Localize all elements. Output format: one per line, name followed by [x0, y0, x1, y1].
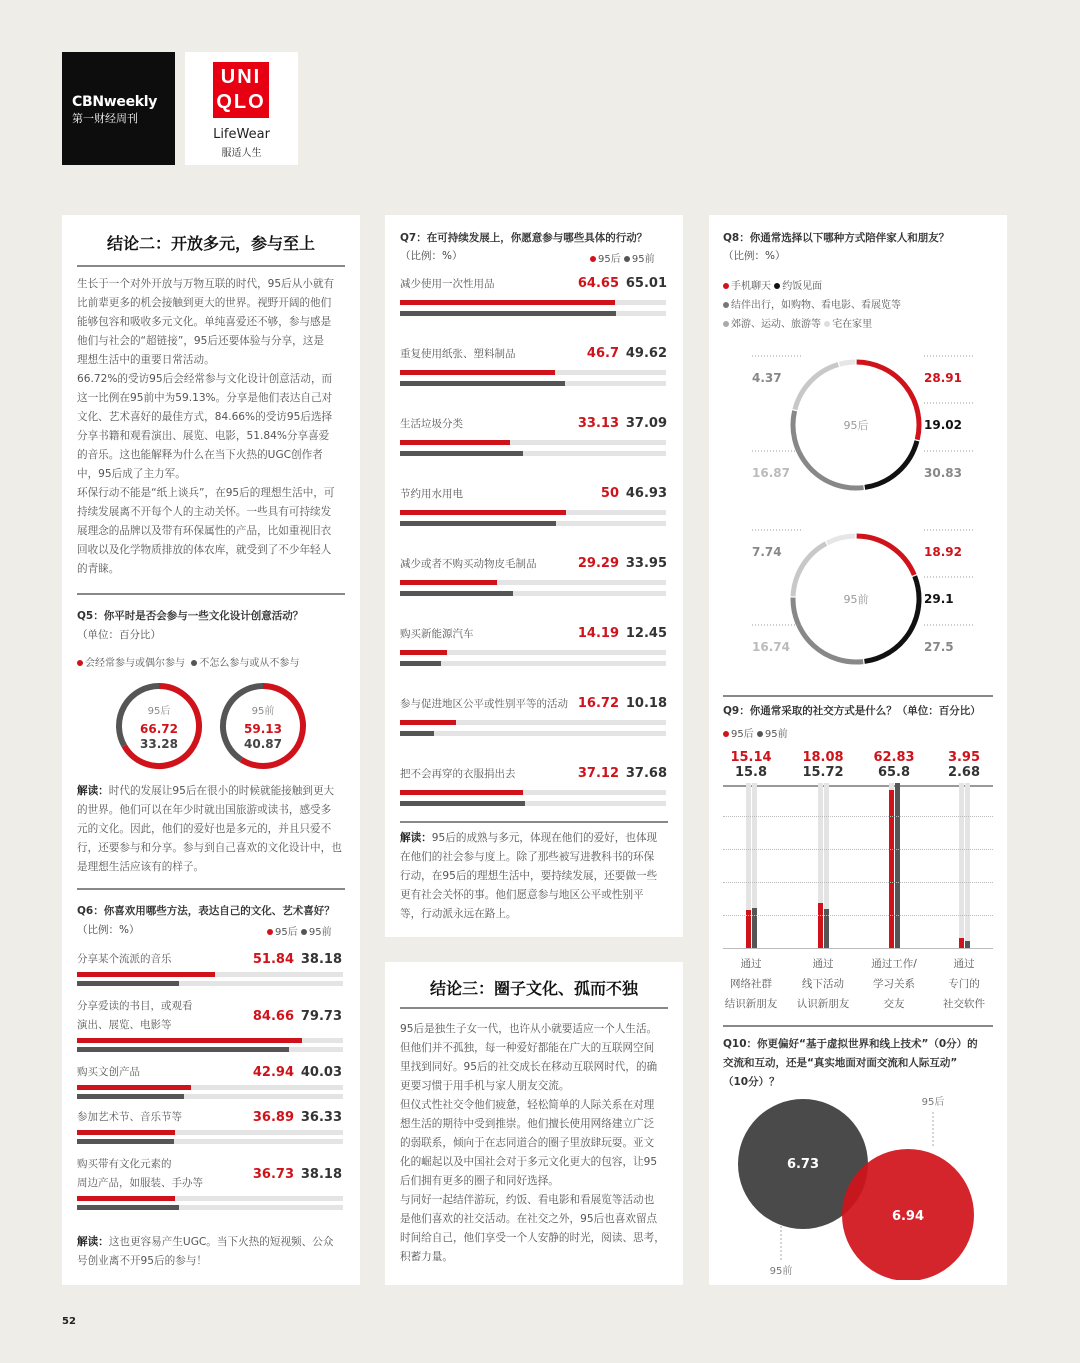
q10-label-before: 95前 [769, 1266, 793, 1277]
q6-bar-before [77, 981, 179, 986]
q6-bar-before [77, 1205, 179, 1210]
uniqlo-lifewear: LifeWear [213, 127, 270, 142]
q7-bar-after [400, 300, 615, 305]
q9-bar-after [818, 903, 823, 948]
q8-donut-value: 30.83 [924, 466, 962, 480]
q8-donut-value: 28.91 [924, 371, 962, 385]
q5-legend-1: 会经常参与或偶尔参与 [85, 658, 185, 669]
section2-body-line: 他们与社会的“超链接”，95后还要体验与分享，这是 [77, 335, 324, 347]
q6-value-before: 79.73 [300, 1008, 342, 1024]
q6-legend-before: 95前 [308, 927, 332, 938]
q6-note [77, 1233, 349, 1271]
section2-body-line: 的音乐。这也能解释为什么在当下火热的UGC创作者 [77, 449, 323, 461]
q7-unit: （比例：%） [400, 250, 463, 262]
q9-col-label: 专门的 [948, 978, 980, 990]
q7-bar-track [400, 731, 666, 736]
q7-bar-before [400, 661, 441, 666]
q5-title: Q5：你平时是否会参与一些文化设计创意活动？ [77, 610, 304, 622]
uniqlo-slogan: 服适人生 [221, 148, 262, 159]
q6-legend-after: 95后 [275, 927, 298, 938]
q9-legend-before: 95前 [764, 729, 788, 740]
q6-note-line: 号创业离不开95后的参与！ [77, 1255, 208, 1267]
section2-title: 结论二：开放多元，参与至上 [106, 234, 315, 253]
q6-value-before: 38.18 [300, 1166, 342, 1182]
section2-body-line: 中，95后成了主力军。 [77, 468, 186, 480]
q9-col-label: 通过 [740, 958, 762, 970]
q7-note-line: 更有社会关怀的事。他们愿意参与地区公平或性别平 [400, 889, 644, 901]
q8-legend-2: 约饭见面 [782, 281, 823, 292]
q7-value-after: 46.7 [586, 346, 619, 361]
section3-body-line: 但他们并不孤独，每一种爱好都能在广大的互联网空间 [400, 1042, 655, 1054]
q7-bar-before [400, 731, 434, 736]
q6-bar-after [77, 1196, 175, 1201]
q10-title-line: 交流和互动，还是“真实地面对面交流和人际互动” [723, 1057, 958, 1069]
q9-col-label: 结识新朋友 [724, 998, 778, 1010]
q7-item-label: 把不会再穿的衣服捐出去 [400, 768, 516, 780]
q6-bar-after [77, 1130, 175, 1135]
q9-bar-track [965, 783, 970, 948]
section3-body-line: 的弱联系，倾向于在志同道合的圈子里放肆玩耍。亚文 [400, 1137, 655, 1149]
section2-body-line: 文化、艺术喜好的最佳方式，84.66%的受访95后选择 [77, 411, 333, 423]
q7-bar-before [400, 801, 525, 806]
card-conclusion-2 [62, 215, 360, 1285]
q7-note [400, 829, 672, 924]
q9-gridline [723, 816, 993, 817]
q7-value-after: 37.12 [577, 766, 619, 781]
q9-col-label: 线下活动 [802, 978, 844, 990]
section3-body-line: 时间给自己，他们享受一个人安静的时光，阅读、思考， [400, 1232, 665, 1244]
q9-gridline [723, 915, 993, 916]
section2-body-line: 展理念的品牌以及带有环保属性的产品，比如重视旧衣 [77, 525, 332, 537]
q6-note-line: 解读：这也更容易产生UGC。当下火热的短视频、公众 [77, 1236, 334, 1248]
section2-body-line: 这一比例在95前中为59.13%。分享是他们表达自己对 [77, 392, 333, 404]
q7-bar-before [400, 381, 565, 386]
q7-bar-after [400, 720, 456, 725]
q7-value-before: 12.45 [625, 626, 667, 641]
section3-body-line: 是他们喜欢的社交活动。在社交之外，95后也喜欢留点 [400, 1213, 658, 1225]
q7-value-before: 65.01 [625, 276, 667, 291]
section3-body-line: 后们拥有更多的圈子和同好选择。 [400, 1175, 559, 1187]
q9-col-label: 社交软件 [943, 998, 985, 1010]
q10-title [723, 1035, 1003, 1092]
q8-donut-value: 16.74 [752, 640, 790, 654]
q9-col-label: 交友 [883, 998, 905, 1010]
q7-bar-after [400, 650, 447, 655]
q7-bar-after [400, 370, 555, 375]
q9-gridline [723, 882, 993, 883]
section2-body-line: 分享书籍和观看演出、展览、电影，51.84%分享喜爱 [77, 430, 330, 442]
section3-body-line: 里找到同好。95后的社交成长在移动互联网时代，的确 [400, 1061, 658, 1073]
uniqlo-logo [185, 52, 298, 165]
q9-bar-before [895, 783, 900, 948]
q6-item-label: 周边产品，如服装、手办等 [77, 1177, 203, 1189]
cbn-logo-name: CBNweekly [72, 94, 158, 110]
q7-value-after: 14.19 [577, 626, 619, 641]
q9-bar-after [889, 790, 894, 948]
section2-body-line: 回收以及化学物质排放的体农库，就受到了不少年轻人 [77, 544, 332, 556]
q9-title: Q9：你通常采取的社交方式是什么？（单位：百分比） [723, 705, 981, 717]
q8-donut-value: 19.02 [924, 418, 962, 432]
q9-value-before: 2.68 [947, 765, 981, 780]
q7-bar-before [400, 451, 523, 456]
section3-body [400, 1020, 672, 1267]
cbnweekly-logo [62, 52, 175, 165]
section2-body-line: 能够包容和吸收多元文化。单纯喜爱还不够，参与感是 [77, 316, 332, 328]
q7-value-before: 10.18 [625, 696, 667, 711]
q7-note-line: 解读：95后的成熟与多元，体现在他们的爱好，也体现 [400, 832, 658, 844]
q8-donut-value: 4.37 [752, 371, 782, 385]
q9-baseline [723, 948, 993, 949]
q7-value-after: 50 [600, 486, 619, 501]
q5-note-line: 解读：时代的发展让95后在很小的时候就能接触到更大 [77, 785, 335, 797]
q8-legend-4: 郊游、运动、旅游等 [731, 319, 821, 330]
q8-legend-3: 结伴出行，如购物、看电影、看展览等 [731, 300, 901, 311]
section2-body-line: 理想生活中的重要日常活动。 [77, 354, 215, 366]
q8-donut-value: 16.87 [752, 466, 790, 480]
q7-note-line: 在他们的社会参与度上。除了那些被写进教科书的环保 [400, 851, 655, 863]
q8-donut-label: 95前 [843, 593, 869, 606]
q7-note-line: 等，行动派永远在路上。 [400, 908, 517, 920]
q7-item-label: 节约用水用电 [400, 488, 463, 500]
q9-col-label: 学习关系 [873, 978, 915, 990]
q8-donut-label: 95后 [843, 419, 869, 432]
q9-value-before: 15.8 [734, 765, 768, 780]
q7-item-label: 生活垃圾分类 [400, 418, 463, 430]
q9-col-label: 通过 [812, 958, 834, 970]
q8-donut-value: 27.5 [924, 640, 954, 654]
q6-item-label: 演出、展览、电影等 [77, 1019, 172, 1031]
q7-bar-after [400, 790, 523, 795]
q5-note-line: 的世界。他们可以在年少时就出国旅游或读书，感受多 [77, 804, 332, 816]
q6-value-after: 36.89 [252, 1110, 294, 1125]
q5-donut-label: 95前 [251, 706, 275, 717]
q5-unit: （单位：百分比） [77, 629, 161, 641]
q6-bar-before [77, 1139, 174, 1144]
q9-value-before: 15.72 [802, 765, 844, 780]
section2-body-line: 比前辈更多的机会接触到更大的世界。视野开阔的他们 [77, 297, 332, 309]
q6-value-after: 42.94 [252, 1065, 294, 1080]
q10-value-before: 6.73 [786, 1157, 820, 1172]
section3-body-line: 更要习惯于用手机与家人朋友交流。 [400, 1080, 570, 1092]
q7-bar-before [400, 311, 616, 316]
q9-chart [709, 215, 1007, 1025]
q5-note-line: 元的文化。因此，他们的爱好也是多元的，并且只爱不 [77, 823, 332, 835]
section3-body-line: 与同好一起结伴游玩，约饭、看电影和看展览等活动也 [400, 1194, 655, 1206]
q7-item-label: 减少或者不购买动物皮毛制品 [400, 558, 537, 570]
q5-note-line: 行，还要参与和分享。参与到自己喜欢的文化设计中，也 [77, 842, 342, 854]
q10-chart [709, 1090, 1007, 1280]
q6-value-before: 36.33 [300, 1110, 342, 1125]
card-q7 [385, 215, 683, 937]
q10-label-after: 95后 [921, 1097, 945, 1108]
q6-bar-before [77, 1047, 289, 1052]
q5-donut-value-not: 33.28 [140, 737, 178, 751]
uniqlo-mark-line2: QLO [216, 91, 266, 113]
q7-bar-after [400, 580, 497, 585]
section3-body-line: 想生活的期待中受到推崇。他们擅长使用网络建立广泛 [400, 1118, 655, 1130]
q6-value-before: 38.18 [300, 952, 342, 967]
q6-unit: （比例：%） [77, 924, 140, 936]
q7-value-after: 29.29 [577, 556, 619, 571]
q7-legend-after: 95后 [598, 254, 621, 265]
q7-value-before: 46.93 [625, 486, 667, 501]
q7-item-label: 参与促进地区公平或性别平等的活动 [400, 698, 568, 710]
q6-bar-before [77, 1094, 184, 1099]
q9-col-label: 通过 [953, 958, 975, 970]
q7-bar-before [400, 591, 513, 596]
q8-donut-value: 29.1 [924, 592, 954, 606]
q5-legend-2: 不怎么参与或从不参与 [199, 658, 300, 669]
q9-bar-before [965, 941, 970, 948]
q9-value-after: 15.14 [730, 750, 772, 765]
uniqlo-mark [213, 62, 269, 118]
q8-unit: （比例：%） [723, 250, 786, 262]
q7-value-after: 16.72 [577, 696, 619, 711]
q9-bar-track [959, 783, 964, 948]
q5-donut-label: 95后 [147, 706, 171, 717]
q9-legend-after: 95后 [731, 729, 754, 740]
q6-item-label: 购买带有文化元素的 [77, 1158, 172, 1170]
q10-title-line: （10分）？ [723, 1076, 780, 1088]
q8-legend-5: 宅在家里 [832, 319, 873, 330]
section3-body-line: 但仪式性社交令他们疲惫，轻松简单的人际关系在对理 [400, 1099, 655, 1111]
q7-value-after: 64.65 [577, 276, 619, 291]
section3-body-line: 积蓄力量。 [400, 1251, 453, 1263]
q8-title: Q8：你通常选择以下哪种方式陪伴家人和朋友？ [723, 232, 950, 244]
q10-title-line: Q10：你更偏好“基于虚拟世界和线上技术”（0分）的 [723, 1038, 978, 1050]
q7-item-label: 重复使用纸张、塑料制品 [400, 348, 516, 360]
q6-bar-after [77, 1085, 191, 1090]
q7-note-line: 行动，在95后的理想生活中，要持续发展，还要做一些 [400, 870, 658, 882]
section2-body-line: 持续发展离不开每个人的主动关怀。一些具有可持续发 [77, 506, 332, 518]
q6-title: Q6：你喜欢用哪些方法，表达自己的文化、艺术喜好？ [77, 905, 335, 917]
q5-donut-value-participate: 59.13 [244, 722, 282, 736]
q7-value-before: 49.62 [625, 346, 667, 361]
cbn-logo-sub: 第一财经周刊 [72, 112, 138, 125]
q5-donut-value-participate: 66.72 [140, 722, 178, 736]
q9-gridline [723, 849, 993, 850]
q6-bar-after [77, 1038, 302, 1043]
uniqlo-mark-line1: UNI [220, 66, 262, 88]
section2-body-line: 66.72%的受访95后会经常参与文化设计创意活动，而 [77, 373, 333, 385]
q7-chart [385, 215, 683, 915]
q6-value-after: 51.84 [252, 952, 294, 967]
q7-legend-before: 95前 [631, 254, 655, 265]
q9-col-label: 网络社群 [730, 978, 772, 990]
q6-item-label: 分享爱读的书目，或观看 [77, 1000, 193, 1012]
q10-value-after: 6.94 [891, 1209, 925, 1224]
page-number: 52 [62, 1316, 76, 1327]
section3-title: 结论三：圈子文化、孤而不独 [429, 979, 638, 998]
q9-value-after: 62.83 [873, 750, 915, 765]
section3-body-line: 95后是独生子女一代，也许从小就要适应一个人生活。 [400, 1023, 658, 1035]
q6-item-label: 分享某个流派的音乐 [77, 953, 172, 965]
section3-body-line: 化的崛起以及中国社会对于多元文化更大的包容，让95 [400, 1156, 658, 1168]
q6-value-after: 36.73 [252, 1166, 294, 1182]
q7-bar-before [400, 521, 556, 526]
section2-body-line: 的青睐。 [77, 563, 120, 575]
q9-col-label: 认识新朋友 [796, 998, 850, 1010]
card-conclusion-3 [385, 962, 683, 1285]
q6-item-label: 购买文创产品 [77, 1066, 140, 1078]
card-social [709, 215, 1007, 1285]
q5-donut-value-not: 40.87 [244, 737, 282, 751]
q6-item-label: 参加艺术节、音乐节等 [77, 1111, 182, 1123]
q7-value-before: 33.95 [625, 556, 667, 571]
q7-bar-after [400, 440, 510, 445]
q6-value-before: 40.03 [300, 1065, 342, 1080]
q9-bar-after [959, 938, 964, 948]
q7-value-before: 37.68 [625, 766, 667, 781]
q8-donut-value: 7.74 [752, 545, 782, 559]
q5-note-line: 是理想生活应该有的样子。 [77, 861, 205, 873]
q7-value-before: 37.09 [625, 416, 667, 431]
q7-item-label: 购买新能源汽车 [400, 628, 474, 640]
section2-body-line: 环保行动不能是“纸上谈兵”，在95后的理想生活中，可 [77, 487, 335, 499]
q9-top-axis [723, 785, 993, 787]
q7-title: Q7：在可持续发展上，你愿意参与哪些具体的行动？ [400, 232, 648, 244]
q6-chart [62, 215, 360, 1285]
section2-body-line: 生长于一个对外开放与万物互联的时代，95后从小就有 [77, 278, 335, 290]
q8-donut-value: 18.92 [924, 545, 962, 559]
q7-item-label: 减少使用一次性用品 [400, 278, 495, 290]
q9-value-after: 18.08 [802, 750, 844, 765]
q9-value-after: 3.95 [947, 750, 981, 765]
q6-bar-after [77, 972, 215, 977]
q7-bar-after [400, 510, 566, 515]
q9-value-before: 65.8 [877, 765, 911, 780]
q8-legend-1: 手机聊天 [731, 281, 771, 292]
q6-value-after: 84.66 [252, 1008, 294, 1024]
q9-col-label: 通过工作/ [871, 958, 917, 970]
q7-value-after: 33.13 [577, 416, 619, 431]
